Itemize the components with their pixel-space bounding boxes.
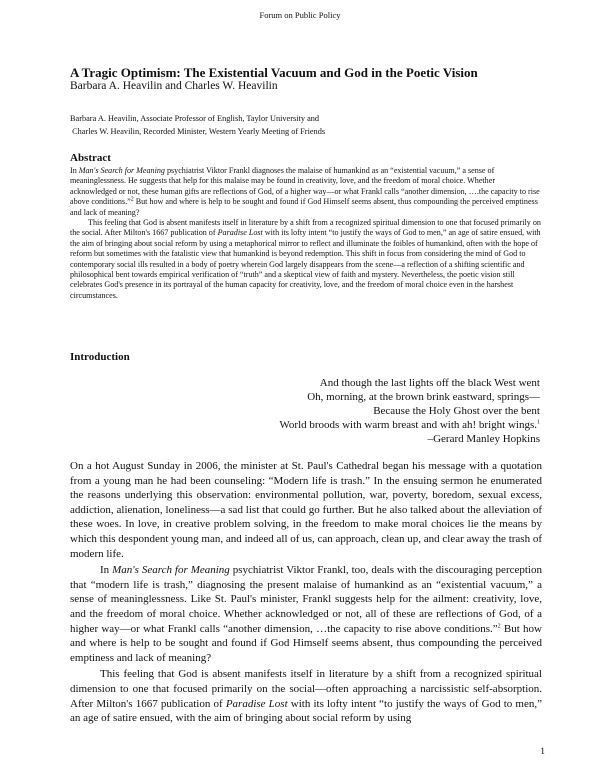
abstract-body <box>70 166 542 301</box>
introduction-heading: Introduction <box>70 351 130 363</box>
book-title: Man's Search for Meaning <box>78 166 165 175</box>
abstract-paragraph: This feeling that God is absent manifests itself in literature by a shift from a recognized spiritual dimension to one that focused primarily on the social. After Milton's 1667 publication of Paradise Lost with its lofty intent “to justify the ways of God to men,” an age of satire ensued, with the aim of bringing about social reform by using a metaphorical mirror to reflect and illuminate the foibles of humankind, often with the hope of reform but sometimes with the fatalistic view that humankind is beyond redemption. This shift in focus from considering the mind of God to contemporary social ills resulted in a body of poetry wherein God largely disappears from the scene—a reflection of a shifting scientific and philosophical bent towards empirical verification of “truth” and a skeptical view of faith and mystery. Nevertheless, the poetic vision still celebrates God's presence in its portrayal of the human capacity for creativity, love, and the freedom of moral choice even in the harshest circumstances. <box>70 218 541 300</box>
author-affiliations <box>70 113 540 138</box>
epigraph-attribution: –Gerard Manley Hopkins <box>427 433 540 445</box>
footnote-ref: 1 <box>537 419 540 426</box>
paper-authors: Barbara A. Heavilin and Charles W. Heavilin <box>70 80 278 92</box>
book-title: Paradise Lost <box>225 697 288 710</box>
footnote-ref: 2 <box>130 196 134 203</box>
epigraph-line: Because the Holy Ghost over the bent <box>373 405 540 417</box>
epigraph-line: And though the last lights off the black West went <box>319 377 540 389</box>
epigraph-line: Oh, morning, at the brown brink eastward, springs— <box>307 391 540 403</box>
body-paragraph: This feeling that God is absent manifests itself in literature by a shift from a recognized spiritual dimension to one that focused primarily on the social—often approaching a narcissistic self-absorption. After Milton's 1667 publication of Paradise Lost with its lofty intent “to justify the ways of God to men,” an age of satire ensued, with the aim of bringing about social reform by using <box>70 668 542 725</box>
abstract-heading: Abstract <box>70 152 111 164</box>
abstract-paragraph: In Man's Search for Meaning psychiatrist Viktor Frankl diagnoses the malaise of humankind as an “existential vacuum,” a sense of meaninglessness. He suggests that help for this malaise may be found in creativity, love, and the freedom of moral choice. Whether acknowledged or not, these human gifts are reflections of God, of a higher way—or what Frankl calls “another dimension, ….the capacity to rise above conditions.”$^2$ But how and where is help to be sought and found if God Himself seems absent, thus compounding the perceived emptiness and lack of meaning? <box>70 166 540 217</box>
page-number: 1 <box>540 747 545 757</box>
footnote-ref: 2 <box>497 622 501 629</box>
affiliation-line: Charles W. Heavilin, Recorded Minister, Western Yearly Meeting of Friends <box>70 126 326 136</box>
book-title: Paradise Lost <box>217 228 263 238</box>
paper-title: A Tragic Optimism: The Existential Vacuum and God in the Poetic Vision <box>70 65 478 80</box>
introduction-body <box>70 459 542 728</box>
affiliation-line: Barbara A. Heavilin, Associate Professor of English, Taylor University and <box>70 114 320 123</box>
epigraph-line: World broods with warm breast and with ah! bright wings.$^1$ <box>279 419 540 431</box>
book-title: Man's Search for Meaning <box>112 564 230 577</box>
running-header: Forum on Public Policy <box>259 10 341 20</box>
epigraph <box>210 376 540 446</box>
body-paragraph: On a hot August Sunday in 2006, the minister at St. Paul's Cathedral began his message with a quotation from a young man he had been counseling: “Modern life is trash.” In the ensuing sermon he enumerated the reasons underlying this observation: environmental pollution, war, poverty, boredom, sexual excess, addiction, alienation, loneliness—a sad list that could go further. But he also talked about the alleviation of these woes. In love, in creative problem solving, in the freedom to make moral choices lie the means by which this despondent young man, and indeed all of us, can approach, clean up, and clear away the trash of modern life. <box>70 460 542 560</box>
body-paragraph: In Man's Search for Meaning psychiatrist Viktor Frankl, too, deals with the discouraging perception that “modern life is trash,” diagnosing the present malaise of humankind as an “existential vacuum,” a sense of meaninglessness. Like St. Paul's minister, Frankl suggests help for the ailment: creativity, love, and the freedom of moral choice. Whether acknowledged or not, all of these are reflections of God, of a higher way—or what Frankl calls “another dimension, …the capacity to rise above conditions.”$^2$ But how and where is help to be sought and found if God Himself seems absent, thus compounding the perceived emptiness and lack of meaning? <box>70 564 542 664</box>
